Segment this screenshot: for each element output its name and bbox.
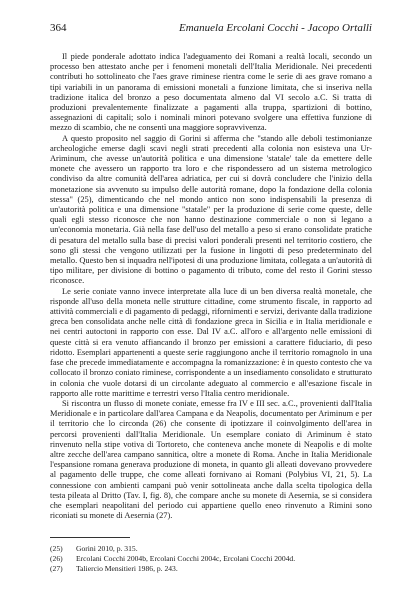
footnote-26	[50, 554, 372, 564]
paragraph-2: A questo proposito nel saggio di Gorini si afferma che "stando alle deboli testimonianze archeologiche emerse dagli scavi negli strati precedenti alla colonia non esisteva una Ur-Ariminum, che avesse un'autorità politica e una dimensione 'statale' tale da emettere delle monete che avessero un rapporto tra loro e che rispondessero ad un sistema metrologico condiviso da altre comunità dell'area adriatica, per cui si dovrà concludere che l'inizio della monetazione sia avvenuto su impulso delle autorità romane, dopo la fondazione della colonia stessa" (25), dimenticando che nel mondo antico non sono indispensabili la presenza di un'autorità politica e una dimensione "statale" per la produzione di serie come queste, delle quali egli stesso riconosce che non hanno destinazione commerciale o non si legano a un'economia monetaria. Già nella fase dell'uso del metallo a peso si erano consolidate pratiche di pesatura del metallo sulla base di precisi valori ponderali presenti nel territorio costiero, che sono gli stessi che vengono utilizzati per la fusione in lingotti di peso predeterminato del metallo. Questo ben si inquadra nell'ipotesi di una produzione limitata, collegata a un'autorità di tipo militare, per divisione di bottino o pagamento di tributo, come del resto il Gorini stesso riconosce.	[50, 133, 372, 286]
footnote-27	[50, 564, 372, 574]
page	[50, 22, 372, 574]
body-text	[50, 52, 372, 521]
footnote-separator	[50, 537, 130, 538]
paragraph-4: Si riscontra un flusso di monete coniate, emesse fra IV e III sec. a.C., provenienti dall'Italia Meridionale e in particolare dall'area Campana e da Neapolis, documentato per Ariminum e per il territorio che lo circonda (26) che consente di ipotizzare il coinvolgimento dell'area in percorsi provenienti dall'Italia Meridionale. Un esemplare coniato di Ariminum è stato rinvenuto nella stipe votiva di Tortoreto, che conteneva anche monete di Neapolis e di molte altre zecche dell'area campano sannitica, oltre a monete di Roma. Anche in Italia Meridionale l'espansione romana generava produzione di moneta, in quanto gli alleati dovevano provvedere al pagamento delle truppe, che come alleati fornivano ai Romani (Polybius VI, 21, 5). La connessione con ambienti campani può venir sottolineata anche dalla scelta tipologica della testa pileata al Dritto (Tav. I, fig. 8), che compare anche su monete di Aesernia, se si considera che esemplari neapolitani del periodo cui appartiene quello eneo rinvenuto a Rimini sono riconiati su monete di Aesernia (27).	[50, 398, 372, 521]
footnote-25	[50, 544, 372, 554]
footnote-number: (25)	[50, 544, 63, 554]
running-header	[50, 22, 372, 38]
footnote-text: Taliercio Mensitieri 1986, p. 243.	[76, 564, 178, 574]
footnote-number: (27)	[50, 564, 63, 574]
paragraph-1: Il piede ponderale adottato indica l'adeguamento dei Romani a realtà locali, secondo un processo ben attestato anche per i fenomeni monetali dell'Italia Meridionale. Nei precedenti contributi ho sottolineato che l'aes grave riminese rientra come le serie di aes grave romano a tipi variabili in un panorama di emissioni monetali a funzione limitata, che si inseriva nella tradizione italica del bronzo a peso documentata almeno dal VI secolo a.C. Si tratta di produzioni prevalentemente finalizzate a pagamenti alla truppa, spartizioni di bottino, assegnazioni di capitali; solo i nominali minori potevano svolgere una effettiva funzione di mezzo di scambio, che ne consentì una maggiore sopravvivenza.	[50, 52, 372, 133]
footnote-number: (26)	[50, 554, 63, 564]
paragraph-3: Le serie coniate vanno invece interpretate alla luce di un ben diversa realtà monetale, che risponde all'uso della moneta nelle strutture cittadine, come strumento fiscale, in rapporto ad attività commerciali e di pagamento di pedaggi, rifornimenti e servizi, derivante dalla tradizione greca ben consolidata anche nelle città di fondazione greca in Sicilia e in Italia meridionale e nei centri autoctoni in rapporto con esse. Dal IV a.C. all'oro e all'argento nelle emissioni di queste città si era venuto affiancando il bronzo per emissioni a carattere fiduciario, di peso ridotto. Esemplari appartenenti a queste serie raggiungono anche il territorio romagnolo in una fase che precede immediatamente e accompagna la romanizzazione: è in questo contesto che va collocato il bronzo coniato riminese, corrispondente a un insediamento consolidato e strutturato in colonia che vuole dotarsi di un circolante adeguato al commercio e all'esazione fiscale in rapporto alle rotte marittime e terrestri verso l'Italia centro meridionale.	[50, 286, 372, 398]
running-title: Emanuela Ercolani Cocchi - Jacopo Ortalli	[179, 22, 372, 34]
footnotes	[50, 544, 372, 574]
page-number: 364	[50, 22, 67, 34]
footnote-text: Ercolani Cocchi 2004b, Ercolani Cocchi 2004c, Ercolani Cocchi 2004d.	[76, 554, 296, 564]
footnote-text: Gorini 2010, p. 315.	[76, 544, 138, 554]
